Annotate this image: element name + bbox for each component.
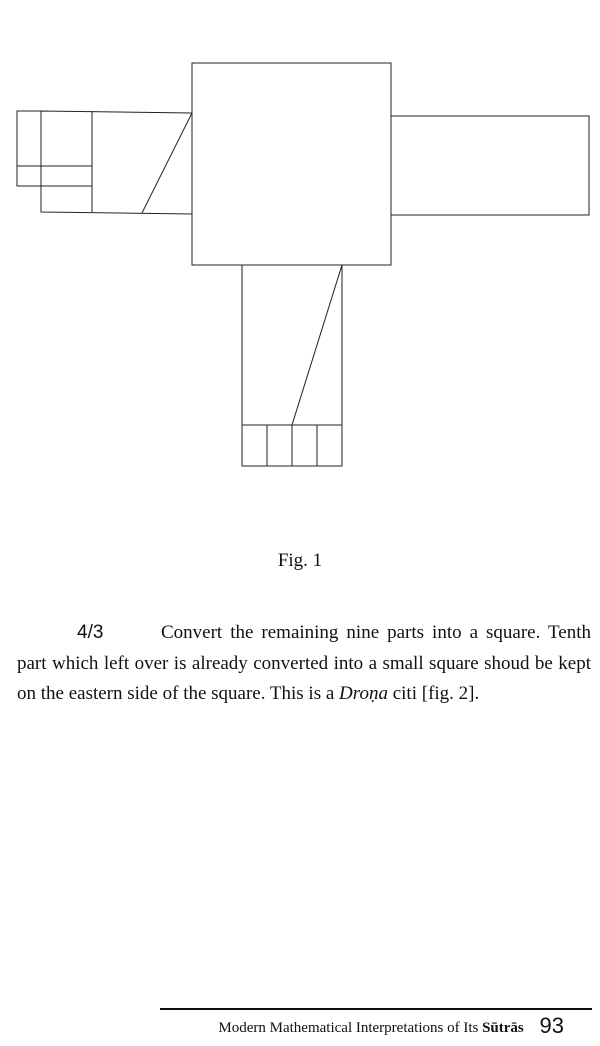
- south-arm: [242, 265, 342, 466]
- sutra-paragraph: [17, 618, 591, 710]
- page-number: 93: [539, 1013, 564, 1038]
- paragraph-text: Convert the remaining nine parts into a square. Tenth part which left over is already converted into a small square shoud be kept on the eastern side of the square. This is a: [17, 622, 591, 704]
- footer-title-strong: Sūtrās: [482, 1020, 524, 1036]
- paragraph-text-end: citi [fig. 2].: [387, 683, 480, 704]
- running-footer: [218, 1012, 564, 1038]
- figure-caption: Fig. 1: [277, 550, 323, 571]
- drona-term: Droṇa: [339, 683, 388, 704]
- footer-title: Modern Mathematical Interpretations of Its: [218, 1020, 479, 1036]
- west-arm: [17, 111, 192, 214]
- footer-rule: [160, 1008, 592, 1010]
- sutra-number: 4/3: [77, 622, 104, 643]
- east-arm: [391, 116, 589, 215]
- fire-altar-figure: [0, 0, 600, 480]
- central-square: [192, 63, 391, 265]
